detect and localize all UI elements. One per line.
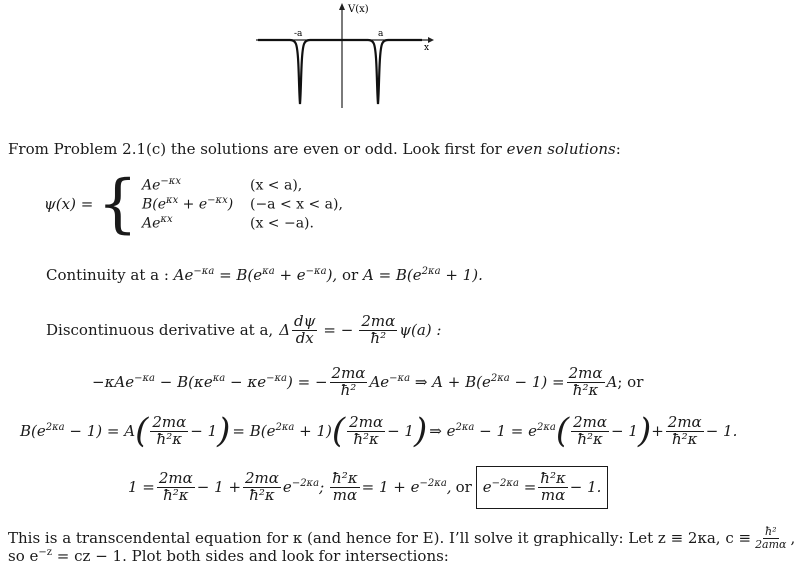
intro-paragraph (8, 140, 621, 158)
case-row: $Ae^{\kappa x}$ (x < −a). (141, 213, 314, 232)
label-a: a (378, 29, 384, 39)
continuity-or: or (341, 266, 359, 284)
y-axis-arrow (339, 3, 345, 10)
intro-text: From Problem 2.1(c) the solutions are even or odd. Look first for (8, 140, 502, 158)
intro-colon: : (615, 140, 621, 158)
continuity-line (46, 266, 483, 284)
y-axis-label: V(x) (348, 4, 369, 15)
case-row: $Ae^{-\kappa x}$ (x < a), (141, 175, 303, 194)
boxed-result: $e^{-2\kappa a}$ = $\frac{\text{ħ²κ}}{m\alpha}$ − 1. (476, 466, 609, 509)
continuity-equation: $Ae^{-\kappa a} = B(e^{\kappa a} + e^{-\kappa a})$, (173, 266, 338, 284)
case-row: $B(e^{\kappa x} + e^{-\kappa x}) (-a < x < a)$, (141, 194, 343, 213)
potential-curve (258, 40, 422, 104)
derivative-line: Discontinuous derivative at a, Δ $\frac{d\psi}{dx}$ = − $\frac{2m\alpha}{\text{ħ²}}$ ψ(a) : (46, 312, 442, 347)
derivative-equation: $-\kappa Ae^{-\kappa a} - B(\kappa e^{\kappa a} - \kappa e^{-\kappa a})$ = − $\frac{2m\alpha}{\text{ħ²}}$ $Ae^{-\kappa a}$ ⇒ $A + B(e^{2\kappa a} - 1)$ = $\frac{2m\alpha}{\text{ħ²κ}}$ A ; or (92, 364, 644, 399)
potential-figure (250, 0, 440, 112)
intro-emphasis: even solutions (506, 140, 616, 158)
cases-block (142, 176, 343, 233)
dpsi-dx: $\frac{d\psi}{dx}$ (294, 312, 316, 347)
frac-2ma-hbar2: $\frac{2m\alpha}{\text{ħ²}}$ (361, 312, 396, 347)
or-word-2: or (455, 478, 472, 497)
bottom-text-1: This is a transcendental equation for κ (and hence for E). I’ll solve it graphically: Let z ≡ 2κa, c ≡ (8, 529, 752, 548)
derivative-label: Discontinuous derivative at a, (46, 321, 274, 340)
psi-lhs: ψ(x) = (44, 195, 94, 213)
bottom-text-line-1: This is a transcendental equation for κ (and hence for E). I’ll solve it graphically: Let z ≡ 2κa, c ≡ $\frac{\text{ħ²}}{\text{2amα}}$ , (8, 525, 795, 551)
or-word: ; or (617, 373, 644, 392)
label-minus-a: -a (294, 29, 303, 39)
frac-c: $\frac{\text{ħ²}}{\text{2amα}}$ (755, 525, 787, 551)
continuity-equation-2: $A = B(e^{2\kappa a} + 1)$. (362, 266, 483, 284)
x-axis-label: x (424, 43, 430, 53)
continuity-label: Continuity at a : (46, 266, 169, 284)
final-equation: 1 = $\frac{2m\alpha}{\text{ħ²κ}}$ − 1 + $\frac{2m\alpha}{\text{ħ²κ}}$ $e^{-2\kappa a}$; $\frac{\text{ħ²κ}}{m\alpha}$ = $1 + e^{-2\kappa a}$, or $e^{-2\kappa a}$ = $\frac{\text{ħ²κ}}{m\alpha}$ − 1. (128, 466, 608, 509)
psi-definition (44, 167, 343, 241)
bottom-text-line-2 (8, 547, 449, 565)
bottom-text-2: so $e^{-z}$ = cz − 1. Plot both sides and look for intersections: (8, 547, 449, 565)
b-equation: $B(e^{2\kappa a} - 1) = A$ ( $\frac{2m\alpha}{\text{ħ²κ}}$ − 1 ) = $B(e^{2\kappa a} + 1)$ ( $\frac{2m\alpha}{\text{ħ²κ}}$ − 1 ) ⇒ $e^{2\kappa a} - 1 = e^{2\kappa a}$ ( $\frac{2m\alpha}{\text{ħ²κ}}$ − 1 ) + $\frac{2m\alpha}{\text{ħ²κ}}$ − 1. (20, 411, 738, 451)
left-brace: { (97, 167, 138, 241)
